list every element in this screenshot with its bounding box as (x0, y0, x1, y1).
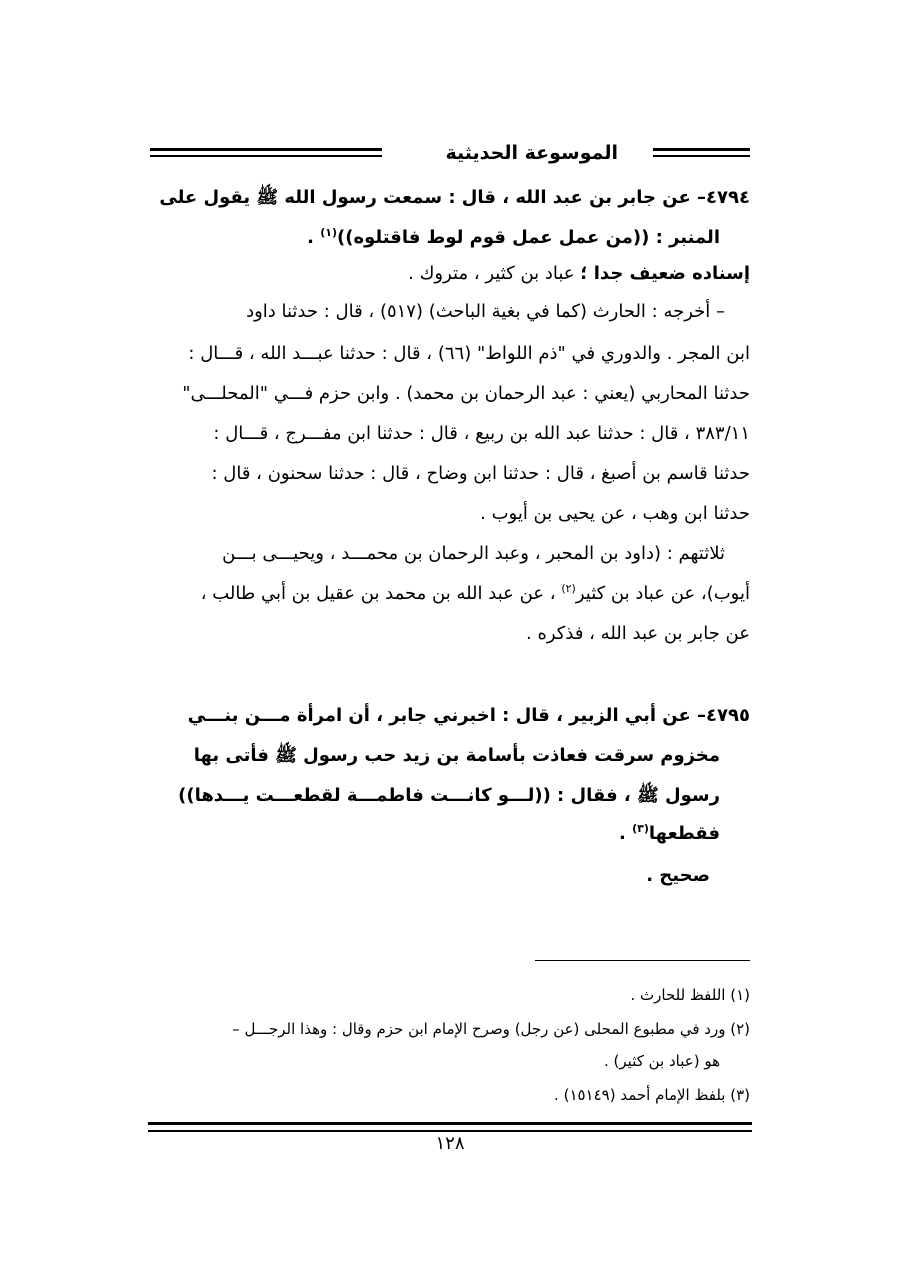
takhrij-line-2: ابن المجر . والدوري في "ذم اللواط" (٦٦) ، قال : حدثنا عبـــد الله ، قـــال : (188, 343, 750, 364)
hadith-4795-line-4 (619, 818, 720, 850)
header-rule-long (150, 148, 382, 157)
header-title: الموسوعة الحديثية (445, 142, 618, 164)
footnote-ref-3: (٣) (632, 822, 649, 835)
footnote-ref-1: (١) (320, 226, 337, 239)
summary-line-2-start: أيوب)، عن عباد بن كثير (575, 583, 750, 604)
takhrij-line-3: حدثنا المحاربي (يعني : عبد الرحمان بن محمد) . وابن حزم فـــي "المحلـــى" (182, 383, 750, 404)
hadith-4794-line-2-end: . (307, 227, 321, 248)
takhrij-line-5: حدثنا قاسم بن أصبغ ، قال : حدثنا ابن وضاح ، قال : حدثنا سحنون ، قال : (211, 463, 750, 484)
page-number: ١٢٨ (435, 1133, 465, 1154)
hadith-4795-line-3: رسول ﷺ ، فقال : ((لـــو كانـــت فاطمـــة لقطعـــت يـــدها)) (178, 785, 720, 806)
footnote-2: (٢) ورد في مطبوع المحلى (عن رجل) وصرح الإمام ابن حزم وقال : وهذا الرجـــل – (232, 1020, 750, 1038)
takhrij-line-1: – أخرجه : الحارث (كما في بغية الباحث) (٥١٧) ، قال : حدثنا داود (246, 301, 725, 322)
grading-detail: عباد بن كثير ، متروك . (408, 263, 581, 284)
hadith-4794-grading (408, 258, 750, 290)
hadith-4795-line-4-end: . (619, 823, 633, 844)
takhrij-line-6: حدثنا ابن وهب ، عن يحيى بن أيوب . (480, 503, 750, 524)
footnote-1: (١) اللفظ للحارث . (630, 986, 750, 1004)
hadith-4794-matn: المنبر : ((من عمل عمل قوم لوط فاقتلوه)) (336, 227, 720, 248)
summary-line-2-rest: ، عن عبد الله بن محمد بن عقيل بن أبي طالب ، (200, 583, 562, 604)
hadith-4794-line-1: ٤٧٩٤– عن جابر بن عبد الله ، قال : سمعت رسول الله ﷺ يقول على (159, 187, 750, 208)
hadith-4795-line-2: مخزوم سرقت فعاذت بأسامة بن زيد حب رسول ﷺ فأتى بها (193, 745, 720, 766)
header-rule-short (653, 148, 750, 157)
footnote-separator (535, 960, 750, 961)
summary-line-3: عن جابر بن عبد الله ، فذكره . (526, 623, 750, 644)
footnote-3: (٣) بلفظ الإمام أحمد (١٥١٤٩) . (554, 1086, 750, 1104)
hadith-4795-grading: صحيح . (646, 865, 710, 886)
hadith-4795-line-4-text: فقطعها (648, 823, 720, 844)
grading-label: إسناده ضعيف جدا ؛ (580, 263, 750, 284)
summary-line-2 (201, 578, 750, 610)
hadith-4794-line-2 (307, 222, 720, 254)
takhrij-line-4: ٣٨٣/١١ ، قال : حدثنا عبد الله بن ربيع ، قال : حدثنا ابن مفـــرج ، قـــال : (213, 423, 750, 444)
running-header (150, 140, 750, 168)
footnote-2-continuation: هو (عباد بن كثير) . (604, 1052, 720, 1070)
hadith-4795-line-1: ٤٧٩٥– عن أبي الزبير ، قال : اخبرني جابر ، أن امرأة مـــن بنـــي (187, 705, 750, 726)
footnote-ref-2: (٢) (561, 582, 576, 595)
summary-line-1: ثلاثتهم : (داود بن المحبر ، وعبد الرحمان بن محمـــد ، ويحيـــى بـــن (222, 543, 725, 564)
